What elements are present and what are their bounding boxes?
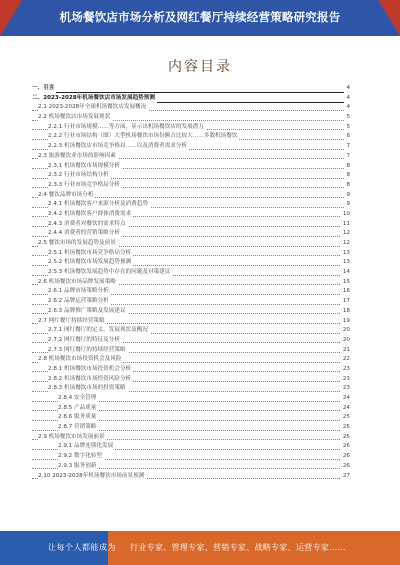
toc-entry-title: 2.2.1 行业市场规模……等方面，显示出机场餐饮店的发展潜力 bbox=[48, 123, 206, 133]
toc-entry-page: 13 bbox=[341, 258, 350, 268]
toc-entry-title: 2.6 机场餐饮市场品牌发展策略 bbox=[38, 278, 118, 288]
toc-entry-title: 2.4.3 消费者对餐饮的需求特点 bbox=[48, 220, 128, 230]
toc-entry-title: 2.6.3 品牌推广策略及发展建议 bbox=[48, 307, 128, 317]
toc-entry-title: 2.6.2 品牌运营策略分析 bbox=[48, 297, 111, 307]
toc-entry[interactable] bbox=[32, 452, 350, 462]
toc-entry[interactable] bbox=[32, 462, 350, 472]
toc-entry-title: 二、2023-2028年机场餐饮店市场发展趋势预测 bbox=[32, 94, 157, 104]
toc-entry-title: 2.7 网红餐厅持续经营策略 bbox=[38, 317, 107, 327]
toc-entry-page: 8 bbox=[344, 162, 350, 172]
toc-entry-title: 2.9 机场餐饮市场发展前景 bbox=[38, 433, 107, 443]
toc-entry-title: 2.9.3 服务创新 bbox=[58, 462, 98, 472]
toc-entry[interactable] bbox=[32, 384, 350, 394]
toc-entry-title: 2.4.1 机场餐饮客户来源分析及消费趋势 bbox=[48, 200, 150, 210]
toc-entry[interactable] bbox=[32, 433, 350, 443]
toc-entry-page: 8 bbox=[344, 171, 350, 181]
toc-entry-page: 27 bbox=[341, 472, 350, 482]
toc-entry-title: 2.3.2 行业市场结构分析 bbox=[48, 171, 111, 181]
toc-entry[interactable] bbox=[32, 152, 350, 162]
toc-entry[interactable] bbox=[32, 355, 350, 365]
toc-entry-page: 5 bbox=[344, 113, 350, 123]
toc-entry-title: 2.8.5 产品质量 bbox=[58, 404, 98, 414]
toc-entry-page: 23 bbox=[341, 365, 350, 375]
toc-entry-page: 12 bbox=[341, 229, 350, 239]
toc-entry-title: 2.8.6 服务质量 bbox=[58, 413, 98, 423]
toc-entry[interactable] bbox=[32, 229, 350, 239]
table-of-contents bbox=[32, 84, 350, 481]
toc-entry-page: 17 bbox=[341, 297, 350, 307]
toc-entry[interactable] bbox=[32, 307, 350, 317]
toc-entry-title: 2.3.1 机场餐饮市场规模分析 bbox=[48, 162, 122, 172]
toc-entry[interactable] bbox=[32, 404, 350, 414]
toc-entry[interactable] bbox=[32, 268, 350, 278]
toc-entry-page: 4 bbox=[344, 103, 350, 113]
toc-entry-title: 2.5.2 机场餐饮市场发展趋势预测 bbox=[48, 258, 133, 268]
toc-entry-title: 2.4 餐饮品牌市场分析 bbox=[38, 191, 95, 201]
toc-entry-title: 2.3 旅游餐饮业市场的影响因素 bbox=[38, 152, 118, 162]
toc-entry-page: 16 bbox=[341, 287, 350, 297]
toc-entry[interactable] bbox=[32, 317, 350, 327]
toc-entry-title: 2.5 餐饮市场的发展趋势及前景 bbox=[38, 239, 118, 249]
toc-entry[interactable] bbox=[32, 210, 350, 220]
toc-entry-page: 25 bbox=[341, 413, 350, 423]
footer-tagline: 行业专家、管理专家、营销专家、战略专家、运营专家…… bbox=[130, 543, 346, 552]
toc-entry[interactable] bbox=[32, 472, 350, 482]
toc-entry[interactable] bbox=[32, 326, 350, 336]
toc-entry[interactable] bbox=[32, 200, 350, 210]
banner-left-accent bbox=[0, 0, 22, 36]
toc-entry-title: 2.10 2023-2028年机场餐饮市场前景预测 bbox=[38, 472, 146, 482]
toc-entry[interactable] bbox=[32, 103, 350, 113]
toc-entry[interactable] bbox=[32, 220, 350, 230]
toc-entry-page: 25 bbox=[341, 433, 350, 443]
toc-entry[interactable] bbox=[32, 132, 350, 142]
toc-entry-title: 2.1 2023-2028年全球机场餐饮店发展概况 bbox=[38, 103, 148, 113]
toc-entry-title: 2.8.1 机场餐饮市场投资机会分析 bbox=[48, 365, 133, 375]
toc-entry-page: 26 bbox=[341, 442, 350, 452]
banner-right-accent bbox=[378, 0, 400, 36]
toc-entry-page: 24 bbox=[341, 404, 350, 414]
toc-entry-page: 26 bbox=[341, 462, 350, 472]
toc-entry-title: 2.8.7 营销策略 bbox=[58, 423, 98, 433]
toc-entry-page: 21 bbox=[341, 346, 350, 356]
toc-entry-page: 11 bbox=[341, 220, 350, 230]
toc-entry-page: 22 bbox=[341, 355, 350, 365]
toc-entry-title: 2.2.2 行业市场结构（图）大型机场餐饮市场份额占比较大……多数机场餐饮 bbox=[48, 132, 239, 142]
toc-entry[interactable] bbox=[32, 239, 350, 249]
toc-entry[interactable] bbox=[32, 84, 350, 94]
header-banner bbox=[0, 0, 400, 36]
toc-entry[interactable] bbox=[32, 142, 350, 152]
toc-heading: 内容目录 bbox=[168, 59, 232, 75]
toc-entry-page: 26 bbox=[341, 452, 350, 462]
toc-entry-page: 15 bbox=[341, 278, 350, 288]
toc-entry-page: 6 bbox=[344, 132, 350, 142]
toc-entry-page: 4 bbox=[344, 94, 350, 104]
toc-entry-page: 5 bbox=[344, 123, 350, 133]
toc-entry-page: 10 bbox=[341, 210, 350, 220]
toc-entry-title: 2.2.3 机场餐饮店市场竞争格局……以及消费者需求分析 bbox=[48, 142, 189, 152]
toc-entry-page: 8 bbox=[344, 181, 350, 191]
toc-entry-title: 2.5.1 机场餐饮市场竞争格局分析 bbox=[48, 249, 133, 259]
toc-entry-title: 2.8 机场餐饮市场投资机会及风险 bbox=[38, 355, 123, 365]
toc-entry-page: 18 bbox=[341, 307, 350, 317]
toc-entry-title: 2.3.3 行业市场竞争格局分析 bbox=[48, 181, 122, 191]
toc-entry-title: 2.8.4 安全管理 bbox=[58, 394, 98, 404]
toc-entry-title: 2.2 机场餐饮店市场发展现状 bbox=[38, 113, 112, 123]
toc-entry-title: 2.7.1 网红餐厅的定义、发展现状及概况 bbox=[48, 326, 150, 336]
toc-entry[interactable] bbox=[32, 113, 350, 123]
toc-entry-title: 2.9.1 品牌连锁化发展 bbox=[58, 442, 115, 452]
toc-entry-page: 24 bbox=[341, 394, 350, 404]
toc-entry-page: 4 bbox=[344, 84, 350, 94]
toc-entry-page: 14 bbox=[341, 268, 350, 278]
toc-entry-page: 7 bbox=[344, 142, 350, 152]
toc-entry-page: 7 bbox=[344, 152, 350, 162]
toc-entry[interactable] bbox=[32, 297, 350, 307]
toc-entry-title: 2.8.3 机场餐饮市场的投资策略 bbox=[48, 384, 128, 394]
toc-entry-page: 20 bbox=[341, 336, 350, 346]
toc-entry[interactable] bbox=[32, 442, 350, 452]
toc-entry-page: 13 bbox=[341, 249, 350, 259]
toc-entry[interactable] bbox=[32, 375, 350, 385]
toc-entry-title: 2.8.2 机场餐饮市场投资风险分析 bbox=[48, 375, 133, 385]
toc-entry-title: 2.7.2 网红餐厅的特征及分析 bbox=[48, 336, 122, 346]
toc-entry[interactable] bbox=[32, 346, 350, 356]
report-title: 机场餐饮店市场分析及网红餐厅持续经营策略研究报告 bbox=[59, 10, 341, 24]
toc-entry[interactable] bbox=[32, 394, 350, 404]
toc-entry[interactable] bbox=[32, 123, 350, 133]
toc-entry[interactable] bbox=[32, 365, 350, 375]
toc-entry-page: 12 bbox=[341, 239, 350, 249]
footer-slogan: 让每个人都能成为 bbox=[48, 543, 116, 552]
toc-entry[interactable] bbox=[32, 249, 350, 259]
toc-entry[interactable] bbox=[32, 336, 350, 346]
toc-entry[interactable] bbox=[32, 171, 350, 181]
toc-entry-page: 25 bbox=[341, 423, 350, 433]
toc-entry-page: 23 bbox=[341, 384, 350, 394]
toc-entry-title: 2.9.2 数字化转型 bbox=[58, 452, 104, 462]
toc-entry[interactable] bbox=[32, 287, 350, 297]
toc-entry-title: 2.4.4 消费者的营销策略分析 bbox=[48, 229, 122, 239]
toc-entry-page: 23 bbox=[341, 375, 350, 385]
toc-entry-title: 2.4.2 机场餐饮客户群体消费需求 bbox=[48, 210, 133, 220]
toc-entry-page: 19 bbox=[341, 317, 350, 327]
toc-entry[interactable] bbox=[32, 423, 350, 433]
toc-entry-page: 20 bbox=[341, 326, 350, 336]
toc-entry-title: 一、引言 bbox=[32, 84, 56, 94]
toc-entry[interactable] bbox=[32, 191, 350, 201]
toc-entry-title: 2.5.3 机场餐饮发展趋势中存在的问题及对策建议 bbox=[48, 268, 172, 278]
toc-entry[interactable] bbox=[32, 94, 350, 104]
toc-entry-page: 9 bbox=[344, 200, 350, 210]
toc-entry[interactable] bbox=[32, 181, 350, 191]
toc-entry-title: 2.6.1 品牌市场策略分析 bbox=[48, 287, 111, 297]
toc-entry-title: 2.7.3 网红餐厅的持续经营策略 bbox=[48, 346, 128, 356]
toc-entry[interactable] bbox=[32, 162, 350, 172]
toc-entry[interactable] bbox=[32, 258, 350, 268]
toc-entry[interactable] bbox=[32, 278, 350, 288]
toc-entry[interactable] bbox=[32, 413, 350, 423]
toc-entry-page: 9 bbox=[344, 191, 350, 201]
